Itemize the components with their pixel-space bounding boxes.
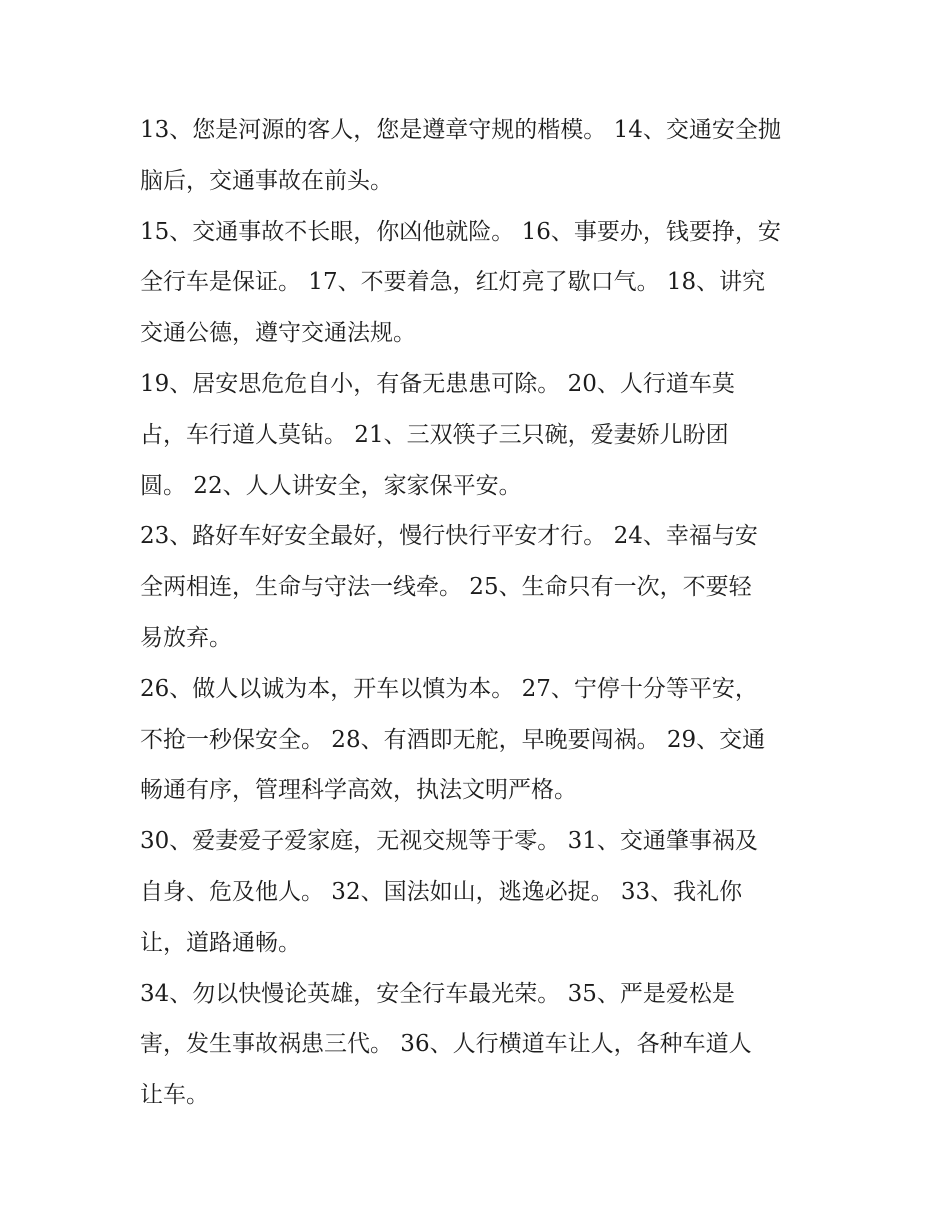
text-line: 让车。 xyxy=(140,1082,209,1109)
paragraph-30-33 xyxy=(140,816,820,968)
text-line: 交通公德，遵守交通法规。 xyxy=(140,320,416,347)
text-line: 占，车行道人莫钻。 21、三双筷子三只碗，爱妻娇儿盼团 xyxy=(140,421,729,448)
text-line: 全行车是保证。 17、不要着急，红灯亮了歇口气。 18、讲究 xyxy=(140,269,766,296)
text-line: 自身、危及他人。 32、国法如山，逃逸必捉。 33、我礼你 xyxy=(140,878,743,905)
text-line: 19、居安思危危自小，有备无患患可除。 20、人行道车莫 xyxy=(140,370,735,397)
text-line: 34、勿以快慢论英雄，安全行车最光荣。 35、严是爱松是 xyxy=(140,980,735,1007)
text-line: 30、爱妻爱子爱家庭，无视交规等于零。 31、交通肇事祸及 xyxy=(140,828,758,855)
text-line: 畅通有序，管理科学高效，执法文明严格。 xyxy=(140,777,577,804)
text-line: 圆。 22、人人讲安全，家家保平安。 xyxy=(140,472,522,499)
paragraph-23-25 xyxy=(140,511,820,663)
text-line: 全两相连，生命与守法一线牵。 25、生命只有一次，不要轻 xyxy=(140,574,752,601)
paragraph-13-14 xyxy=(140,105,820,207)
document-body xyxy=(140,105,820,1121)
paragraph-19-22 xyxy=(140,359,820,511)
text-line: 13、您是河源的客人，您是遵章守规的楷模。 14、交通安全抛 xyxy=(140,117,781,143)
text-line: 易放弃。 xyxy=(140,624,232,651)
text-line: 让，道路通畅。 xyxy=(140,929,301,956)
text-line: 害，发生事故祸患三代。 36、人行横道车让人，各种车道人 xyxy=(140,1031,752,1058)
paragraph-34-36 xyxy=(140,969,820,1121)
text-line: 23、路好车好安全最好，慢行快行平安才行。 24、幸福与安 xyxy=(140,523,758,550)
text-line: 脑后，交通事故在前头。 xyxy=(140,167,393,194)
paragraph-15-18 xyxy=(140,207,820,359)
text-line: 15、交通事故不长眼，你凶他就险。 16、事要办，钱要挣，安 xyxy=(140,218,781,245)
paragraph-26-29 xyxy=(140,664,820,816)
text-line: 26、做人以诚为本，开车以慎为本。 27、宁停十分等平安， xyxy=(140,675,758,702)
text-line: 不抢一秒保安全。 28、有酒即无舵，早晚要闯祸。 29、交通 xyxy=(140,726,766,753)
